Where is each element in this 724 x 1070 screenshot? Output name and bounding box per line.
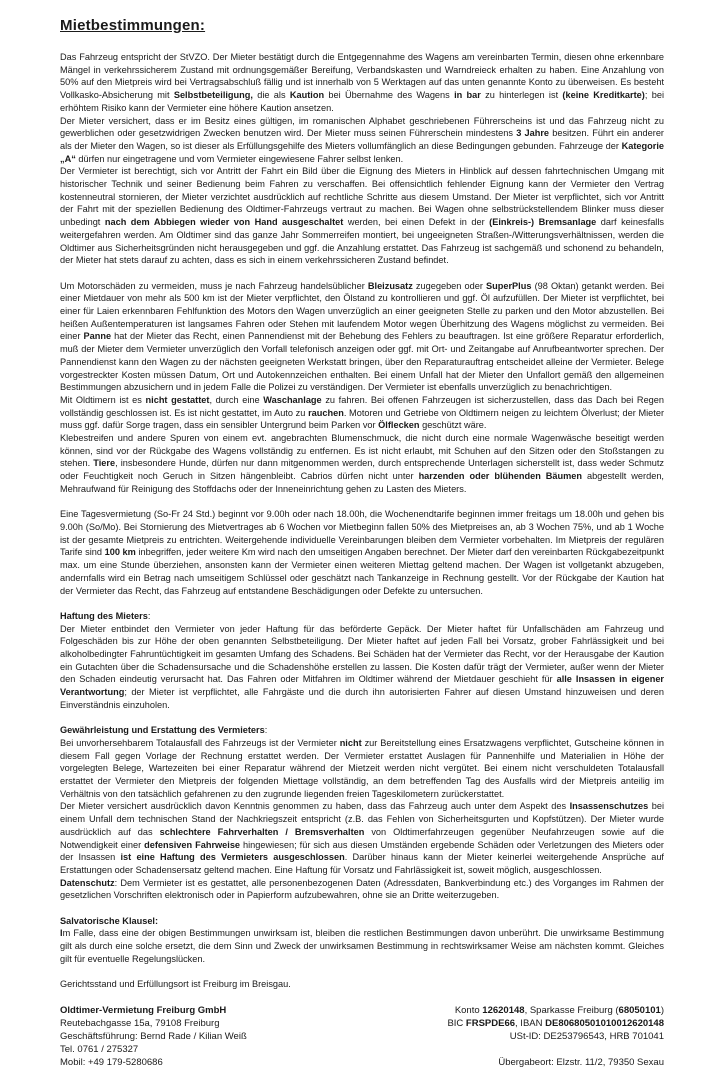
para-cleanliness-animals: Klebestreifen und andere Spuren von einem evt. angebrachten Blumenschmuck, die nicht durch eine normale Wagenwäsche beseitigt werden können, sind vor der Rückgabe des Wagens vollständig zu entfernen. Es ist nicht erlaubt, mit Schuhen auf den Sitzen oder den Stoßstangen zu stehen. Tiere, insbesondere Hunde, dürfen nur dann mitgenommen werden, durch entsprechende Unterlagen sicherstellt ist, dass weder Schmutz oder Feuchtigkeit noch Geruch in Sitzen hängenbleibt. Cabrios dürfen nicht unter harzenden oder blühenden Bäumen abgestellt werden, Mehraufwand für Reinigung des Stoffdachs oder der Inneneinrichtung gehen zu Lasten des Mieters.: [60, 433, 664, 494]
para-severability: Im Falle, dass eine der obigen Bestimmungen unwirksam ist, bleiben die restlichen Bestimmungen davon unberührt. Die unwirksame Bestimmung gilt als durch eine solche ersetzt, die dem Sinn und Zweck der unwirksamen Bestimmung in rechtswirksamer Weise am nächsten kommt. Gleiches gilt für eventuelle Regelungslücken.: [60, 928, 664, 964]
para-warranty-replacement: Bei unvorhersehbarem Totalausfall des Fahrzeugs ist der Vermieter nicht zur Bereitstellung eines Ersatzwagens verpflichtet, Gutscheine können in diesem Fall gegen Vorlage der Rechnung erstattet werden. Der Vermieter erstattet Auslagen für Pannenhilfe und Materialien in Höhe der vorgelegten Belege, Wartezeiten bei einer Reparatur während der Mietzeit werden nicht vergütet. Bei einem nicht verschuldeten Totalausfall erstattet der Vermieter den Mietpreis der folgenden Miettage vollständig, an dem betreffenden Tag des Ausfalls wird der Mietpreis anteilig im Verhältnis von den tatsächlich gefahrenen zu den zugrunde liegenden freien Tageskilometern zurückerstattet.: [60, 737, 664, 799]
tax-id-line: USt-ID: DE253796543, HRB 701041: [509, 1031, 664, 1043]
footer: [60, 1004, 664, 1070]
company-address: Reutebachgasse 15a, 79108 Freiburg: [60, 1017, 220, 1029]
para-occupant-safety: Der Mieter versichert ausdrücklich davon Kenntnis genommen zu haben, dass das Fahrzeug auch unter dem Aspekt des Insassenschutzes bei einem Unfall dem technischen Stand der Nachkriegszeit entspricht (z.B. das Fehlen von Sicherheitsgurten und Kopfstützen). Der Mieter wurde ausdrücklich auf das schlechtere Fahrverhalten / Bremsverhalten von Oldtimerfahrzeugen gegenüber Neufahrzeugen sowie auf die Notwendigkeit einer defensiven Fahrweise hingewiesen; für sich aus diesen Umständen ergebende Schäden oder Verletzungen des Mieters oder der Insassen ist eine Haftung des Vermieters ausgeschlossen. Darüber hinaus kann der Mieter keinerlei weitergehende Ansprüche auf Erstattungen oder Schadensersatz geltend machen. Eine Haftung für Vorsatz und Fahrlässigkeit ist, soweit möglich, ausgeschlossen.: [60, 801, 664, 875]
handover-location-line: Übergabeort: Elzstr. 11/2, 79350 Sexau: [498, 1057, 664, 1069]
section-renter-liability: [60, 610, 664, 712]
company-phone: Tel. 0761 / 275327: [60, 1044, 139, 1056]
footer-spacer-line: [447, 1043, 664, 1056]
para-washing-smoking: Mit Oldtimern ist es nicht gestattet, durch eine Waschanlage zu fahren. Bei offenen Fahrzeugen ist sicherzustellen, dass das Dach bei Regen vollständig geschlossen ist. Es ist nicht gestattet, im Auto zu rauchen. Motoren und Getriebe von Oldtimern neigen zu leichtem Ölverlust; der Mieter muss ggf. dafür Sorge tragen, dass ein sensibler Untergrund beim Parken vor Ölflecken geschützt wäre.: [60, 394, 665, 431]
document-title: Mietbestimmungen:: [60, 17, 206, 34]
section-rental-times: [60, 508, 664, 597]
heading-renter-liability: Haftung des Mieters:: [60, 610, 151, 621]
section-warranty: [60, 724, 664, 902]
section-vehicle-care: [60, 280, 664, 496]
line-jurisdiction: Gerichtsstand und Erfüllungsort ist Freiburg im Breisgau.: [60, 979, 291, 990]
section-severability: [60, 915, 664, 966]
para-vehicle-condition-deposit: Das Fahrzeug entspricht der StVZO. Der Mieter bestätigt durch die Entgegennahme des Wagens am vereinbarten Termin, diesen ohne erkennbare Mängel in verkehrssicherem Zustand mit ordnungsgemäßer Bereifung, Verbandskasten und Warndreieck erhalten zu haben. Eine Anzahlung von 50% auf den Mietpreis wird bei Vertragsabschluß fällig und ist innerhalb von 5 Werktagen auf das unten genannte Konto zu überweisen. Es besteht Vollkasko-Absicherung mit Selbstbeteiligung, die als Kaution bei Übernahme des Wagens in bar zu hinterlegen ist (keine Kreditkarte); bei erhöhtem Risiko kann der Vermieter eine höhere Kaution ansetzen.: [60, 52, 664, 113]
section-general-terms: [60, 51, 664, 267]
company-mobile: Mobil: +49 179-5280686: [60, 1057, 163, 1069]
heading-warranty: Gewährleistung und Erstattung des Vermieters:: [60, 725, 268, 736]
para-engine-care-breakdown: Um Motorschäden zu vermeiden, muss je nach Fahrzeug handelsüblicher Bleizusatz zugegeben oder SuperPlus (98 Oktan) getankt werden. Bei einer Mietdauer von mehr als 500 km ist der Mieter verpflichtet, den Ölstand zu kontrollieren und ggf. Öl aufzufüllen. Der Mieter ist verpflichtet, bei einer für Laien erkennbaren Fehlfunktion des Motors den Wagen unverzüglich an einer geeigneten Stelle zu parken und den Motor abzustellen. Bei heißen Außentemperaturen ist langsames Fahren oder Stehen mit laufendem Motor wegen Überhitzung des Wagens möglichst zu vermeiden. Bei einer Panne hat der Mieter das Recht, einen Pannendienst mit der Behebung des Fehlers zu beauftragen. Ist eine größere Reparatur erforderlich, muß der Mieter dem Vermieter unverzüglich den Vorfall telefonisch anzeigen oder ggf. mit Ort- und Zeitangabe auf Anrufbeantworter sprechen. Der Pannendienst kann den Wagen zu der nächsten geeigneten Werkstatt bringen, über den Reparaturauftrag entscheidet alleine der Vermieter. Belege vorgestreckter Kosten müssen Datum, Ort und Autokennzeichen enthalten. Bei einem Unfall hat der Mieter den Unfallort gemäß den allgemeinen Bestimmungen abzusichern und in jedem Falle die Polizei zu verständigen. Der Vermieter ist ebenfalls unverzüglich zu benachrichtigen.: [60, 280, 664, 393]
company-name: Oldtimer-Vermietung Freiburg GmbH: [60, 1004, 227, 1016]
para-rental-times-cancellation: Eine Tagesvermietung (So-Fr 24 Std.) beginnt vor 9.00h oder nach 18.00h, die Wochenendtarife beginnen immer freitags um 18.00h und gehen bis 9.00h (So/Mo). Bei Stornierung des Mietvertrages ab 6 Wochen vor Mietbeginn fallen 50% des Mietpreises an, ab 3 Wochen 75%, und ab 1 Woche ist der gesamte Mietpreis zu entrichten. Weitergehende individuelle Vereinbarungen bleiben dem Vermieter vorbehalten. Im Mietpreis der regulären Tarife sind 100 km inbegriffen, jeder weitere Km wird nach den umseitigen Angaben berechnet. Der Mieter darf den vereinbarten Rückgabezeitpunkt max. um eine Stunde überziehen, ansonsten kann der Vermieter einen weiteren Miettag geltend machen. Der Wagen ist vollgetankt abzugeben, andernfalls wird ein Betrag nach umseitigem Schlüssel oder geschätzt nach Tankanzeige in Rechnung gestellt. Vor der Rückgabe der Kaution hat der Vermieter das Recht, das Fahrzeug auf entstandene Beschädigungen oder Defekte zu untersuchen.: [60, 509, 664, 596]
section-jurisdiction: [60, 978, 664, 991]
para-renter-liability: Der Mieter entbindet den Vermieter von jeder Haftung für das beförderte Gepäck. Der Mieter haftet für Unfallschäden am Fahrzeug und Folgeschäden bis zur Höhe der oben genannten Selbstbeteiligung. Der Mieter haftet auf jeden Fall bei Vorsatz, grober Fahrlässigkeit und bei alkoholbedingter Fahruntüchtigkeit im gesamten Umfang des Schadens. Bei Schäden hat der Vermieter das Recht, vor der Herausgabe der Kaution ein Gutachten über die Schadensursache und die Schadenshöhe erstellen zu lassen. Die Kosten dafür trägt der Vermieter, außer wenn der Mieter den Schaden eindeutig verursacht hat. Das Fahren oder Mitfahren im Oldtimer während der Mietdauer geschieht für alle Insassen in eigener Verantwortung; der Mieter ist verpflichtet, alle Fahrgäste und die durch ihn autorisierten Fahrer auf diesen Umstand hinzuweisen und deren Einverständnis einzuholen.: [60, 623, 664, 710]
para-driver-license: Der Mieter versichert, dass er im Besitz eines gültigen, im romanischen Alphabet geschriebenen Führerscheins ist und das Fahrzeug nicht zu gewerblichen oder gesetzwidrigen Zwecken benutzen wird. Der Mieter muss seinen Führerschein mindestens 3 Jahre besitzen. Führt ein anderer als der Mieter den Wagen, so ist dieser als Erfüllungsgehilfe des Mieters vollumfänglich an diese Bedingungen gebunden. Fahrzeuge der Kategorie „A“ dürfen nur eingetragene und vom Vermieter eingewiesene Fahrer selbst lenken.: [60, 115, 664, 164]
para-data-privacy: Datenschutz: Dem Vermieter ist es gestattet, alle personenbezogenen Daten (Adressdaten, Bankverbindung etc.) des Vorganges im Rahmen der gesetzlichen Vorschriften elektronisch oder in Papierform aufzubewahren, ohne sie an Dritte weiterzugeben.: [60, 877, 664, 901]
heading-severability: Salvatorische Klausel:: [60, 915, 159, 926]
footer-company-column: [60, 1004, 247, 1070]
para-driver-suitability: Der Vermieter ist berechtigt, sich vor Antritt der Fahrt ein Bild über die Eignung des Mieters in Hinblick auf dessen fahrtechnischen Umgang mit historischer Technik und seiner Bedienung beim Fahren zu verschaffen. Bei offensichtlich fehlender Eignung kann der Vermieter den Vertrag kostenneutral stornieren, der Mieter verzichtet ausdrücklich auf rechtliche Schritte aus diesem Umstand. Der Mieter ist verpflichtet, sich vor Antritt der Fahrt mit der speziellen Bedienung des Oldtimer-Fahrzeugs vertraut zu machen. Bei Wagen ohne selbstrückstellendem Blinker muss dieser unbedingt nach dem Abbiegen wieder von Hand ausgeschaltet werden, bei einen Defekt in der (Einkreis-) Bremsanlage darf keinesfalls weitergefahren werden. Am Oldtimer sind das ganze Jahr Sommerreifen montiert, bei ungeeigneten Straßen-/Witterungsverhältnissen, werden die Oldtimer aus Sicherheitsgründen nicht herausgegeben und ggf. die Anzahlung erstattet. Das Fahrzeug ist sachgemäß und schonend zu behandeln, der Mieter hat stets darauf zu achten, dass es sich in einem verkehrssicheren Zustand befindet.: [60, 166, 664, 266]
bank-bic-iban-line: BIC FRSPDE66, IBAN DE80680501010012620148: [447, 1017, 664, 1029]
footer-bank-column: [447, 1004, 664, 1070]
company-management: Geschäftsführung: Bernd Rade / Kilian Weiß: [60, 1031, 247, 1043]
bank-account-line: Konto 12620148, Sparkasse Freiburg (68050101): [454, 1004, 664, 1016]
